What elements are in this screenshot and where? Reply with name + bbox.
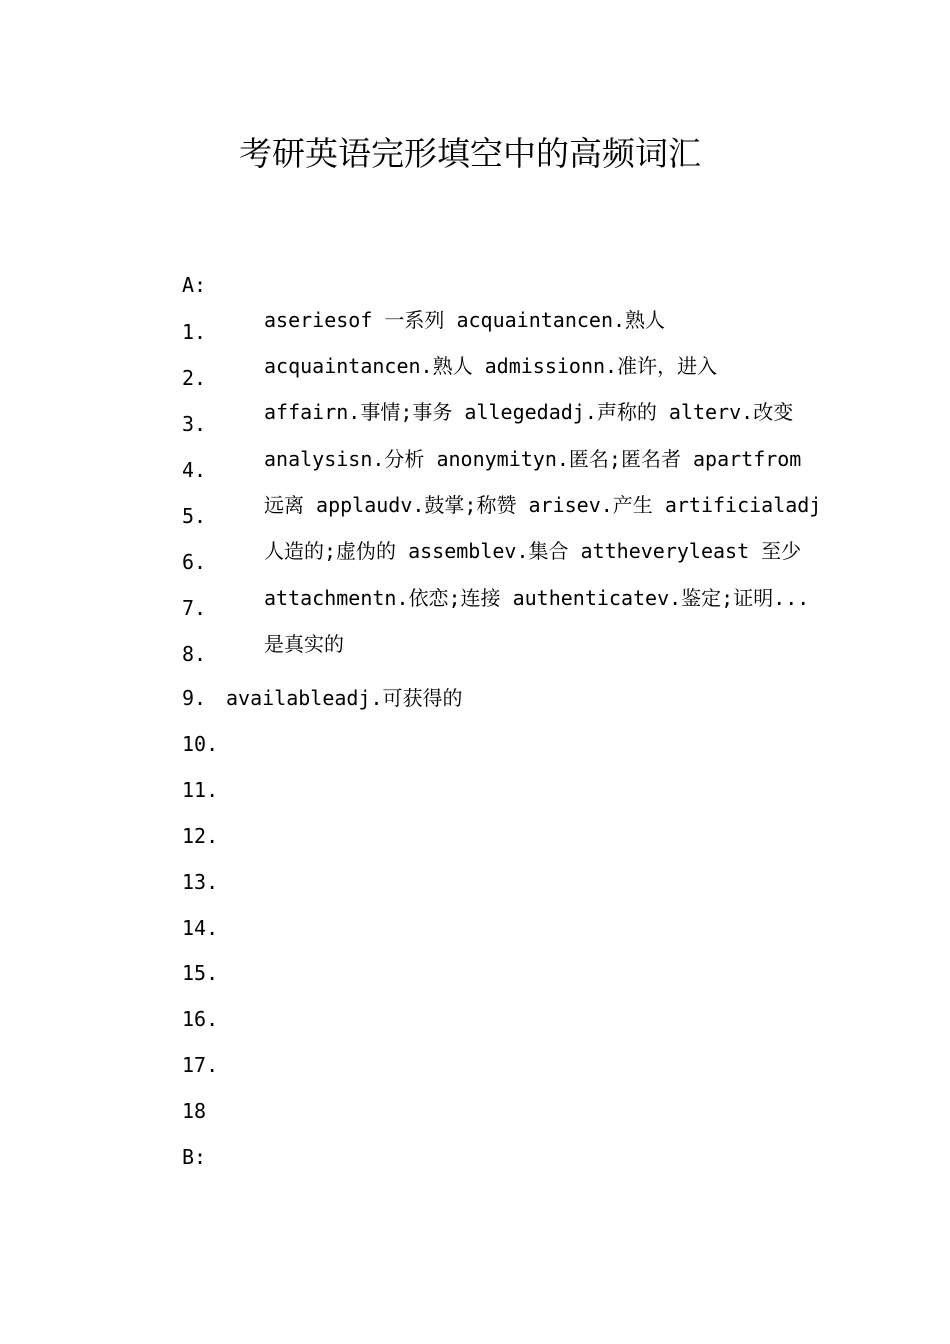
paragraph-line: 人造的;虚伪的 assemblev.集合 attheveryleast 至少 [264,539,802,563]
section-b-label: B: [182,1145,207,1169]
list-number: 2. [182,366,207,390]
list-number: 11. [182,778,219,802]
list-number: 18 [182,1099,207,1123]
paragraph-line: 是真实的 [264,632,344,656]
paragraph-line: attachmentn.依恋;连接 authenticatev.鉴定;证明... [264,586,810,610]
list-number: 6. [182,550,207,574]
list-number: 3. [182,412,207,436]
paragraph-line: affairn.事情;事务 allegedadj.声称的 alterv.改变 [264,400,794,424]
paragraph-line: 远离 applaudv.鼓掌;称赞 arisev.产生 artificialadj [264,493,822,517]
list-number: 4. [182,458,207,482]
list-number: 1. [182,320,207,344]
paragraph-line: aseriesof 一系列 acquaintancen.熟人 [264,308,666,332]
list-number: 8. [182,642,207,666]
list-number: 17. [182,1053,219,1077]
list-number: 5. [182,504,207,528]
list-number: 10. [182,732,219,756]
list-number: 9. [182,686,207,710]
paragraph-line: acquaintancen.熟人 admissionn.准许，进入 [264,354,718,378]
list-number: 13. [182,870,219,894]
paragraph-line: analysisn.分析 anonymityn.匿名;匿名者 apartfrom [264,447,802,471]
list-number: 12. [182,824,219,848]
list-item-9-text: availableadj.可获得的 [226,686,463,710]
section-a-label: A: [182,273,207,297]
list-number: 14. [182,916,219,940]
document-title: 考研英语完形填空中的高频词汇 [239,134,701,173]
list-number: 7. [182,596,207,620]
list-number: 15. [182,961,219,985]
list-number: 16. [182,1007,219,1031]
